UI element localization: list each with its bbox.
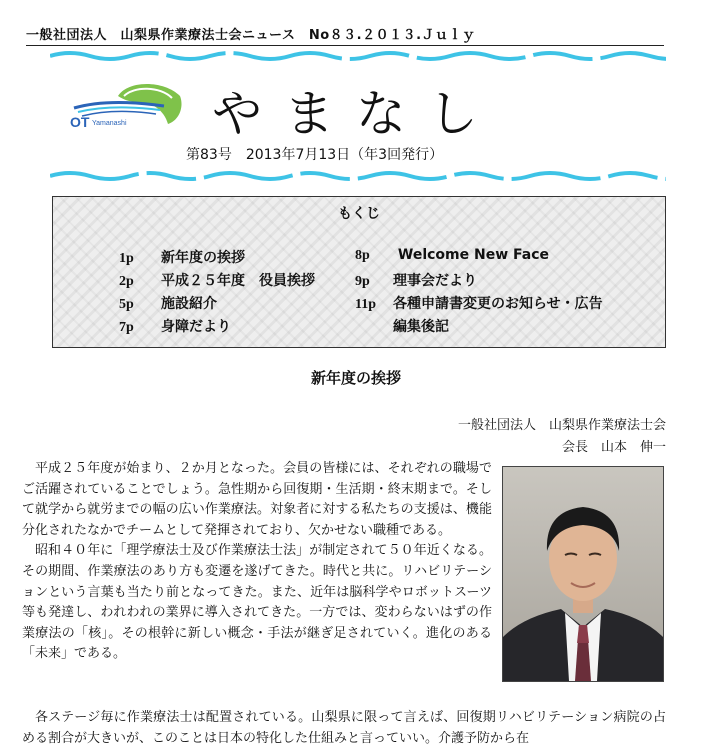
masthead-title: やまなし [212, 85, 500, 143]
toc-page: 2p [119, 274, 134, 289]
toc-item[interactable] [355, 270, 477, 290]
author-name: 会長 山本 伸一 [561, 440, 666, 455]
toc-label: 各種申請書変更のお知らせ・広告 [393, 296, 603, 312]
toc-label: Welcome New Face [393, 247, 549, 263]
toc-label: 施設紹介 [161, 296, 217, 312]
toc-page: 7p [119, 320, 134, 335]
toc-item[interactable] [355, 316, 449, 336]
decorative-wave-top [50, 50, 666, 62]
toc-page: 1p [119, 251, 134, 266]
article-body [22, 459, 492, 665]
toc-item[interactable] [355, 293, 603, 313]
paragraph: 昭和４０年に「理学療法士及び作業療法士法」が制定されて５０年近くなる。その期間、作業療法のあり方も変遷を遂げてきた。時代と共に。リハビリテーションという言葉も当たり前となってきた。また、近年は脳科学やロボットスーツ等も発達し、われわれの業界に導入されてきた。一方では、変わらないはずの作業療法の「核」。その根幹に新しい概念・手法が継ぎ足されていく。進化のある「未来」である。 [22, 543, 492, 662]
paragraph: 各ステージ毎に作業療法士は配置されている。山梨県に限って言えば、回復期リハビリテーション病院の占める割合が大きいが、このことは日本の特化した仕組みと言っていい。介護予防から在 [22, 710, 666, 746]
toc-page: 9p [355, 274, 370, 289]
toc-page: 5p [119, 297, 134, 312]
toc-item[interactable] [119, 293, 217, 313]
toc-page: 8p [355, 248, 370, 263]
toc-label: 理事会だより [393, 273, 477, 289]
toc-item[interactable] [119, 270, 315, 290]
logo-text: OT [70, 114, 90, 130]
toc-label: 新年度の挨拶 [161, 250, 245, 266]
toc-item[interactable] [119, 247, 245, 267]
article-title: 新年度の挨拶 [310, 369, 401, 387]
table-of-contents [52, 196, 666, 348]
newsletter-header: 一般社団法人 山梨県作業療法士会ニュース No８３.２０１３.Ｊｕｌｙ [26, 24, 664, 46]
toc-title: もくじ [338, 206, 380, 222]
paragraph: 平成２５年度が始まり、２か月となった。会員の皆様には、それぞれの職場でご活躍されていることでしょう。急性期から回復期・生活期・終末期まで。そして就学から就労までの幅の広い作業療法。対象者に対する私たちの支援は、機能分化されたなかでチームとして発揮されており、欠かせない職種である。 [22, 461, 492, 538]
portrait-image [503, 467, 663, 681]
toc-item[interactable] [355, 247, 549, 264]
issue-info: 第83号 2013年7月13日（年3回発行） [186, 147, 444, 163]
article-body-continued [22, 708, 666, 749]
author-org: 一般社団法人 山梨県作業療法士会 [457, 418, 666, 433]
logo-subtext: Yamanashi [92, 120, 127, 127]
toc-label: 編集後記 [393, 319, 449, 335]
toc-label: 身障だより [161, 319, 231, 335]
toc-page: 11p [355, 297, 377, 312]
decorative-wave-bottom [50, 170, 666, 182]
toc-label: 平成２５年度 役員挨拶 [161, 273, 315, 289]
president-photo [502, 466, 664, 682]
toc-item[interactable] [119, 316, 231, 336]
